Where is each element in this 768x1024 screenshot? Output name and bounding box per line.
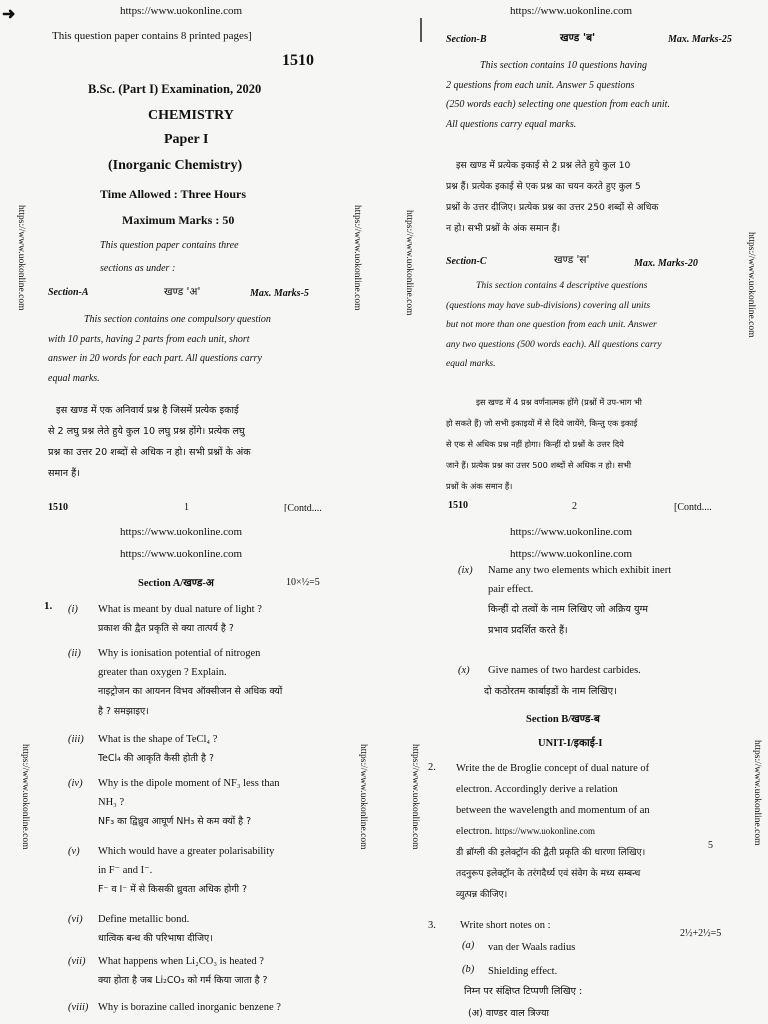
page-url-second[interactable]: https://www.uokonline.com [510, 548, 633, 560]
page-2 [384, 0, 768, 512]
section-c-hindi-line: जाने हैं। प्रत्येक प्रश्न का उत्तर 500 शब्दों से अधिक न हो। सभी [446, 460, 631, 470]
question-x-number: (x) [458, 665, 470, 676]
question-3a-text: van der Waals radius [488, 942, 576, 953]
question-2-marks: 5 [708, 840, 713, 851]
question-text [98, 600, 262, 639]
question-en-line: Why is ionisation potential of nitrogen [98, 648, 261, 659]
section-a-line: answer in 20 words for each part. All questions carry [48, 353, 262, 364]
side-url-left: https://www.uokonline.com [16, 205, 26, 311]
section-c-line: equal marks. [446, 358, 496, 369]
question-number: (iv) [68, 778, 83, 789]
section-b-heading: Section B/खण्ड-ब [526, 714, 600, 725]
section-b-marks: Max. Marks-25 [668, 34, 732, 45]
question-x-text: Give names of two hardest carbides. [488, 665, 641, 676]
question-text [98, 998, 281, 1017]
inline-url[interactable]: https://www.uokonline.com [495, 826, 595, 836]
section-c-hindi [446, 392, 642, 497]
question-ix-hi-line: प्रभाव प्रदर्शित करते हैं। [488, 625, 568, 636]
question-3a-hindi: (अ) वाण्डर वाल त्रिज्या [468, 1008, 550, 1019]
section-a-label: Section-A [48, 287, 89, 298]
section-c-hindi-line: प्रश्नों के अंक समान हैं। [446, 481, 513, 491]
question-3-marks: 2½+2½=5 [680, 928, 722, 939]
sections-intro-2: sections as under : [100, 263, 176, 274]
section-a-hindi-line: समान हैं। [48, 468, 80, 479]
question-number: (ii) [68, 648, 81, 659]
section-c-line: (questions may have sub-divisions) covering all units [446, 299, 651, 311]
margin-tick-mark [420, 18, 422, 42]
section-a-hindi [48, 400, 251, 484]
question-2-hi-line: डी ब्रॉग्ली की इलेक्ट्रॉन की द्वैती प्रकृति की धारणा लिखिए। [456, 847, 646, 858]
section-a-description [48, 310, 271, 388]
side-url-right: https://www.uokonline.com [752, 740, 762, 846]
side-url-right: https://www.uokonline.com [358, 744, 368, 850]
question-en-line: greater than oxygen ? Explain. [98, 667, 227, 678]
question-hi-line: NF₃ का द्विध्रुव आघूर्ण NH₃ से कम क्यों है ? [98, 816, 252, 827]
question-number: (i) [68, 604, 78, 615]
section-c-hindi-line: से एक से अधिक प्रश्न नहीं होगा। किन्हीं दो प्रश्नों के उत्तर दिये [446, 439, 624, 449]
question-number: (vi) [68, 914, 83, 925]
exam-title: B.Sc. (Part I) Examination, 2020 [88, 82, 262, 96]
question-en-line: What is meant by dual nature of light ? [98, 604, 262, 615]
footer-code: 1510 [48, 502, 68, 512]
question-ix-text [488, 561, 671, 641]
question-en-line: in F⁻ and I⁻. [98, 865, 153, 876]
page-3 [0, 512, 384, 1024]
section-b-line: (250 words each) selecting one question from each unit. [446, 99, 670, 110]
page-url-second[interactable]: https://www.uokonline.com [120, 548, 243, 560]
question-number: (viii) [68, 1002, 89, 1013]
question-text [98, 774, 280, 832]
question-number: (v) [68, 846, 80, 857]
section-a-heading: Section A/खण्ड-अ [138, 578, 214, 589]
page-url-top[interactable]: https://www.uokonline.com [510, 526, 633, 538]
section-b-line: All questions carry equal marks. [446, 118, 577, 130]
section-c-hindi-label: खण्ड 'स' [554, 254, 590, 266]
section-c-line: any two questions (500 words each). All questions carry [446, 338, 662, 350]
side-url-left: https://www.uokonline.com [410, 744, 420, 850]
question-text [98, 910, 213, 949]
section-b-hindi-line: प्रश्नों के उत्तर दीजिए। प्रत्येक प्रश्न का उत्तर 250 शब्दों से अधिक [446, 202, 659, 213]
question-text [98, 842, 274, 900]
question-text [98, 952, 268, 991]
question-hi-line: TeCl₄ की आकृति कैसी होती है ? [98, 753, 214, 764]
section-a-hindi-label: खण्ड 'अ' [164, 286, 201, 298]
side-url-left: https://www.uokonline.com [404, 210, 414, 316]
side-url-right: https://www.uokonline.com [352, 205, 362, 311]
question-hi-line: है ? समझाइए। [98, 706, 149, 717]
question-3b-number: (b) [462, 964, 475, 975]
section-b-description [446, 56, 670, 134]
section-c-line: This section contains 4 descriptive questions [476, 280, 648, 291]
section-c-hindi-line: इस खण्ड में 4 प्रश्न वर्णनात्मक होंगे (प्रश्नों में उप-भाग भी [476, 397, 642, 407]
question-en-line: What happens when Li₂CO₃ is heated ? [98, 956, 264, 967]
page-1 [0, 0, 384, 512]
question-en-line: Which would have a greater polarisability [98, 846, 275, 857]
question-2-hi-line: तदनुरूप इलेक्ट्रॉन के तरंगदैर्ध्य एवं संवेग के मध्य सम्बन्ध [456, 868, 641, 879]
footer-page-number: 2 [572, 501, 577, 512]
question-3-text: Write short notes on : [460, 920, 551, 931]
question-x-hindi: दो कठोरतम कार्बाइडों के नाम लिखिए। [484, 686, 617, 697]
section-c-hindi-line: हो सकते हैं) जो सभी इकाइयों में से दिये जायेंगे, किन्तु एक इकाई [446, 418, 638, 428]
page-4 [384, 512, 768, 1024]
question-2-en-line: electron. Accordingly derive a relation [456, 784, 618, 795]
section-b-hindi-label: खण्ड 'ब' [560, 32, 596, 44]
section-b-hindi-line: इस खण्ड में प्रत्येक इकाई से 2 प्रश्न लेते हुये कुल 10 [456, 160, 631, 171]
section-a-marks: Max. Marks-5 [250, 288, 309, 299]
question-text [98, 644, 282, 722]
section-b-hindi-line: न हो। सभी प्रश्नों के अंक समान हैं। [446, 223, 561, 234]
question-number: (iii) [68, 734, 84, 745]
section-b-line: This section contains 10 questions having [480, 60, 647, 71]
question-ix-en-line: Name any two elements which exhibit inert [488, 565, 672, 576]
question-2-number: 2. [428, 762, 436, 773]
question-1-number: 1. [44, 600, 53, 612]
question-en-line: What is the shape of TeCl₄ ? [98, 734, 218, 745]
question-3-hindi: निम्न पर संक्षिप्त टिप्पणी लिखिए : [464, 986, 583, 997]
section-a-marks: 10×½=5 [286, 577, 320, 588]
question-3-number: 3. [428, 920, 436, 931]
question-2-en-line: electron. [456, 826, 493, 837]
section-b-line: 2 questions from each unit. Answer 5 questions [446, 79, 635, 91]
side-url-right: https://www.uokonline.com [746, 232, 756, 338]
question-en-line: Define metallic bond. [98, 914, 190, 925]
page-url[interactable]: https://www.uokonline.com [120, 5, 243, 17]
question-en-line: Why is borazine called inorganic benzene ? [98, 1002, 281, 1013]
question-2-en-line: between the wavelength and momentum of an [456, 805, 650, 816]
sections-intro: This question paper contains three [100, 240, 239, 251]
section-a-line: This section contains one compulsory question [84, 314, 271, 325]
page-url-top[interactable]: https://www.uokonline.com [120, 526, 243, 538]
section-a-hindi-line: प्रश्न का उत्तर 20 शब्दों से अधिक न हो। सभी प्रश्नों के अंक [48, 447, 251, 458]
section-c-marks: Max. Marks-20 [634, 258, 698, 269]
footer-contd: [Contd.... [674, 502, 712, 512]
question-2-en-line: Write the de Broglie concept of dual nature of [456, 763, 650, 774]
section-b-hindi-line: प्रश्न हैं। प्रत्येक इकाई से एक प्रश्न का चयन करते हुए कुल 5 [446, 181, 641, 192]
paper-number: Paper I [164, 132, 209, 147]
footer-code: 1510 [448, 500, 468, 511]
question-hi-line: F⁻ व I⁻ में से किसकी ध्रुवता अधिक होगी ? [98, 884, 248, 895]
footer-page-number: 1 [184, 502, 189, 512]
printed-pages-note: This question paper contains 8 printed pages] [52, 30, 252, 42]
time-allowed: Time Allowed : Three Hours [100, 187, 247, 201]
section-a-line: equal marks. [48, 372, 100, 384]
side-url-left: https://www.uokonline.com [20, 744, 30, 850]
paper-title: (Inorganic Chemistry) [108, 158, 243, 173]
section-b-hindi [446, 155, 658, 239]
question-hi-line: प्रकाश की द्वैत प्रकृति से क्या तात्पर्य है ? [98, 623, 234, 634]
question-ix-en-line: pair effect. [488, 584, 534, 595]
question-2-hi-line: व्युत्पन्न कीजिए। [456, 889, 508, 900]
question-hi-line: धात्विक बन्ध की परिभाषा दीजिए। [98, 933, 213, 944]
footer-contd: [Contd.... [284, 503, 322, 512]
arrow-mark-icon: ➜ [2, 6, 16, 23]
question-ix-hi-line: किन्हीं दो तत्वों के नाम लिखिए जो अक्रिय युग्म [488, 604, 648, 615]
question-hi-line: नाइट्रोजन का आयनन विभव ऑक्सीजन से अधिक क्यों [98, 686, 283, 697]
section-c-line: but not more than one question from each unit. Answer [446, 319, 657, 330]
maximum-marks: Maximum Marks : 50 [122, 213, 235, 227]
question-2-text [456, 758, 650, 905]
subject-title: CHEMISTRY [148, 108, 234, 123]
question-3a-number: (a) [462, 940, 475, 951]
unit-heading: UNIT-I/इकाई-I [538, 738, 603, 749]
question-3b-text: Shielding effect. [488, 966, 558, 977]
question-hi-line: क्या होता है जब Li₂CO₃ को गर्म किया जाता है ? [98, 975, 268, 986]
question-text [98, 730, 217, 769]
section-c-description [446, 276, 662, 374]
section-b-label: Section-B [446, 34, 487, 45]
section-a-line: with 10 parts, having 2 parts from each unit, short [48, 333, 250, 345]
paper-code: 1510 [282, 52, 314, 69]
page-url[interactable]: https://www.uokonline.com [510, 5, 633, 17]
question-en-line: NH₃ ? [98, 797, 125, 808]
section-a-hindi-line: से 2 लघु प्रश्न लेते हुये कुल 10 लघु प्रश्न होंगे। प्रत्येक लघु [48, 426, 245, 437]
section-c-label: Section-C [446, 256, 487, 267]
question-en-line: Why is the dipole moment of NF₃ less than [98, 778, 280, 789]
question-ix-number: (ix) [458, 565, 473, 576]
section-a-hindi-line: इस खण्ड में एक अनिवार्य प्रश्न है जिसमें प्रत्येक इकाई [56, 405, 239, 416]
question-number: (vii) [68, 956, 86, 967]
